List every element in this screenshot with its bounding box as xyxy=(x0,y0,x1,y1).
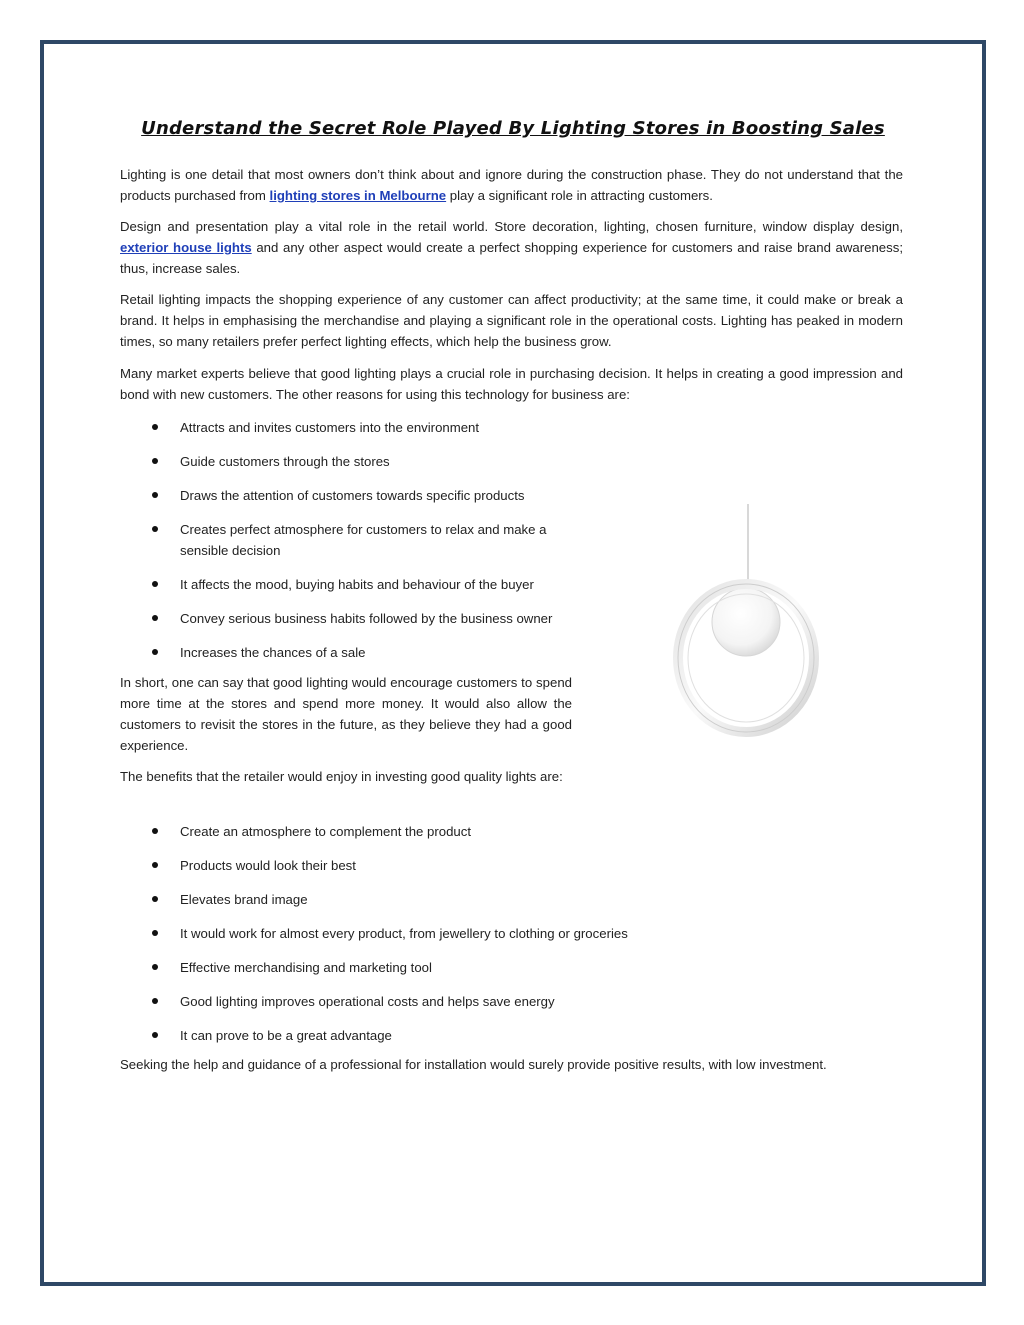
list-item xyxy=(148,1025,780,1046)
list-item-text: Guide customers through the stores xyxy=(180,454,390,469)
retail-lighting-paragraph: Retail lighting impacts the shopping experience of any customer can affect productivity; at the same time, it could make or break a brand. It helps in emphasising the merchandise and playing a significant role in the operational costs. Lighting has peaked in modern times, so many retailers prefer perfect lighting effects, which help the business grow. xyxy=(120,292,903,349)
closing-paragraph: Seeking the help and guidance of a professional for installation would surely provide positive results, with low investment. xyxy=(120,1057,827,1072)
page-title: Understand the Secret Role Played By Lighting Stores in Boosting Sales xyxy=(141,118,885,139)
benefits-intro-paragraph: The benefits that the retailer would enjoy in investing good quality lights are: xyxy=(120,769,563,784)
list-item xyxy=(148,519,572,561)
list-item-text: Draws the attention of customers towards specific products xyxy=(180,488,525,503)
list-item-text: It would work for almost every product, from jewellery to clothing or groceries xyxy=(180,926,628,941)
experts-paragraph: Many market experts believe that good lighting plays a crucial role in purchasing decision. It helps in creating a good impression and bond with new customers. The other reasons for using this technology for business are: xyxy=(120,366,903,402)
list-item xyxy=(148,957,780,978)
bullet-icon xyxy=(152,581,158,587)
list-item xyxy=(148,642,572,663)
list-item xyxy=(148,485,572,506)
list-item xyxy=(148,417,572,438)
bullet-icon xyxy=(152,424,158,430)
list-item xyxy=(148,923,780,944)
list-item xyxy=(148,451,572,472)
bullet-icon xyxy=(152,828,158,834)
bullet-icon xyxy=(152,458,158,464)
list-item xyxy=(148,608,572,629)
list-item-text: Good lighting improves operational costs and helps save energy xyxy=(180,994,555,1009)
pendant-lamp-icon xyxy=(596,500,910,812)
bullet-icon xyxy=(152,964,158,970)
bullet-icon xyxy=(152,896,158,902)
bullet-icon xyxy=(152,526,158,532)
intro-text-before: Lighting is one detail that most owners don’t think about and ignore during the construction phase. They do not understand that the products purchased from xyxy=(120,167,903,203)
bullet-icon xyxy=(152,1032,158,1038)
design-text-after: and any other aspect would create a perfect shopping experience for customers and raise brand awareness; thus, increase sales. xyxy=(120,240,903,276)
list-item xyxy=(148,574,572,595)
list-item-text: Attracts and invites customers into the environment xyxy=(180,420,480,435)
list-item-text: Create an atmosphere to complement the product xyxy=(180,824,472,839)
design-paragraph xyxy=(120,216,903,279)
bullet-icon xyxy=(152,998,158,1004)
bullet-icon xyxy=(152,930,158,936)
bullet-icon xyxy=(152,862,158,868)
list-item-text: Creates perfect atmosphere for customers to relax and make a sensible decision xyxy=(180,522,547,558)
reasons-list xyxy=(148,417,572,676)
lighting-stores-link[interactable]: lighting stores in Melbourne xyxy=(269,188,447,203)
list-item-text: Elevates brand image xyxy=(180,892,308,907)
list-item xyxy=(148,991,780,1012)
design-text-before: Design and presentation play a vital role in the retail world. Store decoration, lighting, chosen furniture, window display design, xyxy=(120,219,903,234)
list-item-text: Products would look their best xyxy=(180,858,356,873)
exterior-house-lights-link[interactable]: exterior house lights xyxy=(120,240,252,255)
bullet-icon xyxy=(152,649,158,655)
list-item xyxy=(148,855,780,876)
intro-paragraph xyxy=(120,164,903,206)
benefits-list xyxy=(148,821,780,1059)
list-item-text: It can prove to be a great advantage xyxy=(180,1028,392,1043)
summary-paragraph: In short, one can say that good lighting would encourage customers to spend more time at the stores and spend more money. It would also allow the customers to revisit the stores in the future, as they believe they had a good experience. xyxy=(120,675,572,753)
intro-text-after: play a significant role in attracting customers. xyxy=(446,188,713,203)
bullet-icon xyxy=(152,615,158,621)
list-item-text: It affects the mood, buying habits and behaviour of the buyer xyxy=(180,577,534,592)
list-item xyxy=(148,821,780,842)
list-item-text: Convey serious business habits followed by the business owner xyxy=(180,611,553,626)
list-item-text: Increases the chances of a sale xyxy=(180,645,366,660)
list-item xyxy=(148,889,780,910)
bullet-icon xyxy=(152,492,158,498)
list-item-text: Effective merchandising and marketing tool xyxy=(180,960,432,975)
